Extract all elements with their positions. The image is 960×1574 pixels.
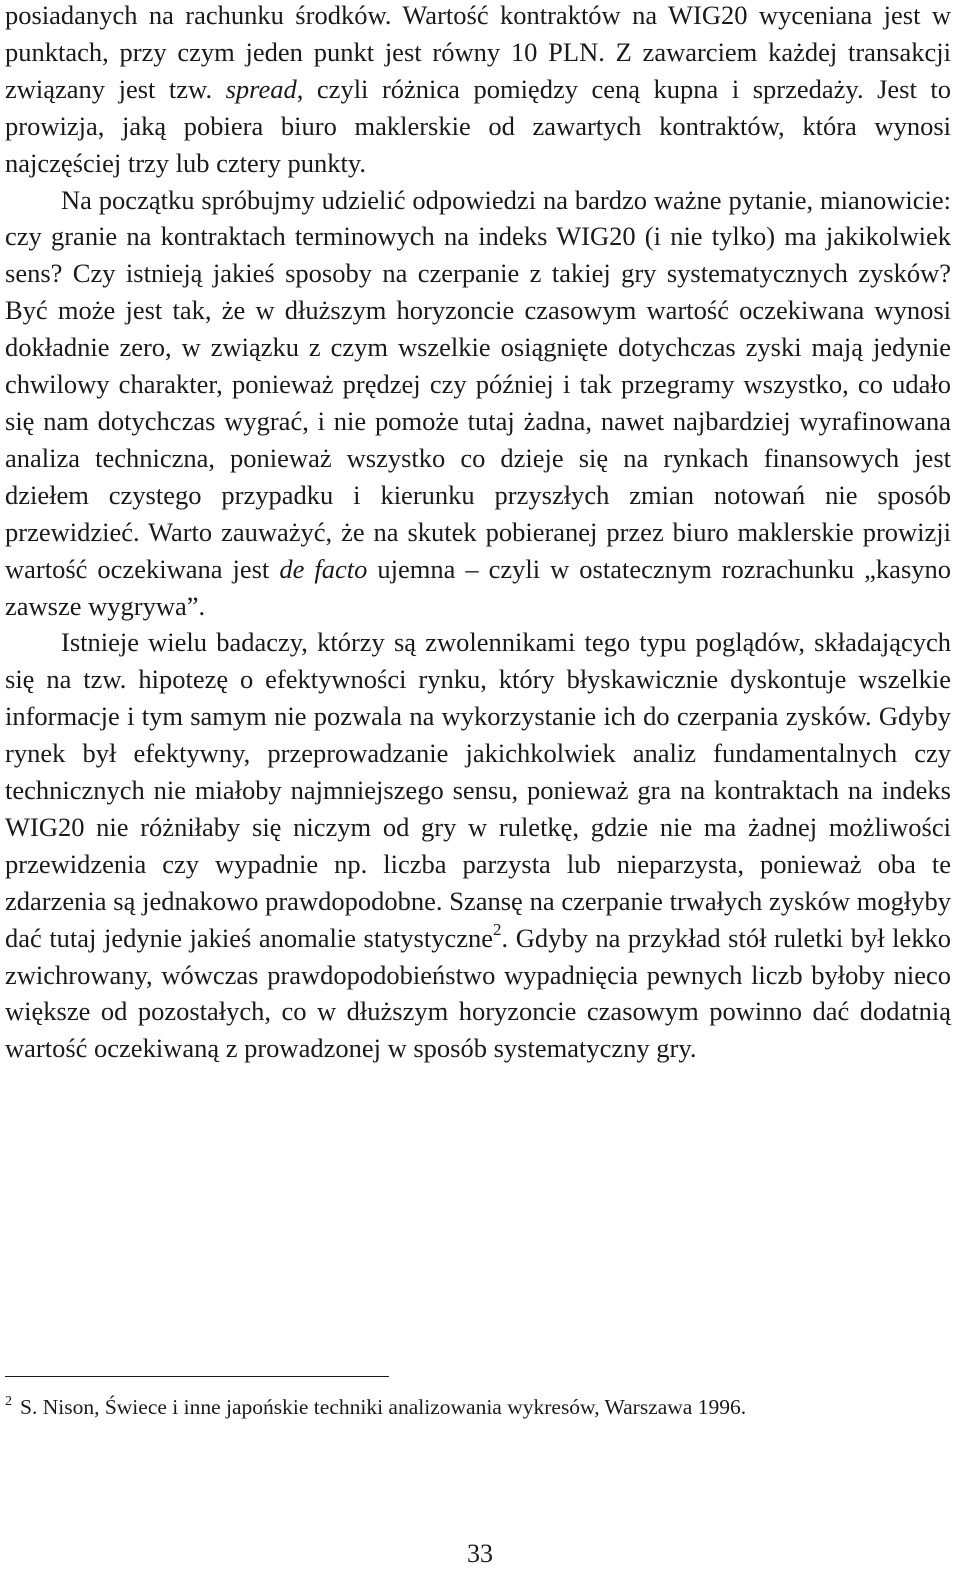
emphasis-term: spread bbox=[225, 73, 297, 104]
paragraph bbox=[5, 182, 951, 625]
paragraph-text: Istnieje wielu badaczy, którzy są zwolennikami tego typu poglądów, składających się na tzw. hipotezę o efektywności rynku, który błyskawicznie dyskontuje wszelkie informacje i tym samym nie pozwala na wykorzystanie ich do czerpania zysków. Gdyby rynek był efektywny, przeprowadzanie jakichkolwiek analiz fundamentalnych czy technicznych nie miałoby najmniejszego sensu, ponieważ gra na kontraktach na indeks WIG20 nie różniłaby się niczym od gry w ruletkę, gdzie nie ma żadnej możliwości przewidzenia czy wypadnie np. liczba parzysta lub nieparzysta, ponieważ oba te zdarzenia są jednakowo prawdopodobne. Szansę na czerpanie trwałych zysków mogłyby dać tutaj jedynie jakieś anomalie statystyczne bbox=[5, 627, 951, 953]
paragraph-text: ujemna – czyli w ostatecznym rozrachunku „kasyno zawsze wygrywa”. bbox=[5, 553, 952, 621]
footnote-reference[interactable]: 2 bbox=[493, 919, 502, 939]
paragraph bbox=[5, 624, 951, 1067]
paragraph-text: posiadanych na rachunku środków. Wartość kontraktów na WIG20 wyceniana jest w punktach, przy czym jeden punkt jest równy 10 PLN. Z zawarciem każdej transakcji związany jest tzw. bbox=[5, 0, 951, 104]
paragraph-text: . Gdyby na przykład stół ruletki był lekko zwichrowany, wówczas prawdopodobieństwo wypadnięcia pewnych liczb byłoby nieco większe od pozostałych, co w dłuższym horyzoncie czasowym powinno dać dodatnią wartość oczekiwaną z prowadzonej w sposób systematyczny gry. bbox=[5, 922, 951, 1064]
footnote bbox=[5, 1392, 951, 1422]
paragraph-text: , czyli różnica pomiędzy ceną kupna i sprzedaży. Jest to prowizja, jaką pobiera biuro maklerskie od zawartych kontraktów, która wynosi najczęściej trzy lub cztery punkty. bbox=[5, 73, 951, 178]
footnote-divider bbox=[5, 1376, 389, 1377]
paragraph-text: Na początku spróbujmy udzielić odpowiedzi na bardzo ważne pytanie, mianowicie: czy granie na kontraktach terminowych na indeks WIG20 (i nie tylko) ma jakikolwiek sens? Czy istnieją jakieś sposoby na czerpanie z takiej gry systematycznych zysków? Być może jest tak, że w dłuższym horyzoncie czasowym wartość oczekiwana wynosi dokładnie zero, w związku z czym wszelkie osiągnięte dotychczas zyski mają jedynie chwilowy charakter, ponieważ prędzej czy później i tak przegramy wszystko, co udało się nam dotychczas wygrać, i nie pomoże tutaj żadna, nawet najbardziej wyrafinowana analiza techniczna, ponieważ wszystko co dzieje się na rynkach finansowych jest dziełem czystego przypadku i kierunku przyszłych zmian notowań nie sposób przewidzieć. Warto zauważyć, że na skutek pobieranej przez biuro maklerskie prowizji wartość oczekiwana jest bbox=[5, 184, 951, 584]
footnote-marker: 2 bbox=[5, 1394, 12, 1409]
emphasis-term: de facto bbox=[279, 553, 368, 584]
page-number: 33 bbox=[467, 1539, 493, 1568]
footnote-text: S. Nison, Świece i inne japońskie techniki analizowania wykresów, Warszawa 1996. bbox=[20, 1395, 747, 1419]
paragraph-continued bbox=[5, 0, 951, 182]
page-body bbox=[5, 0, 951, 1067]
